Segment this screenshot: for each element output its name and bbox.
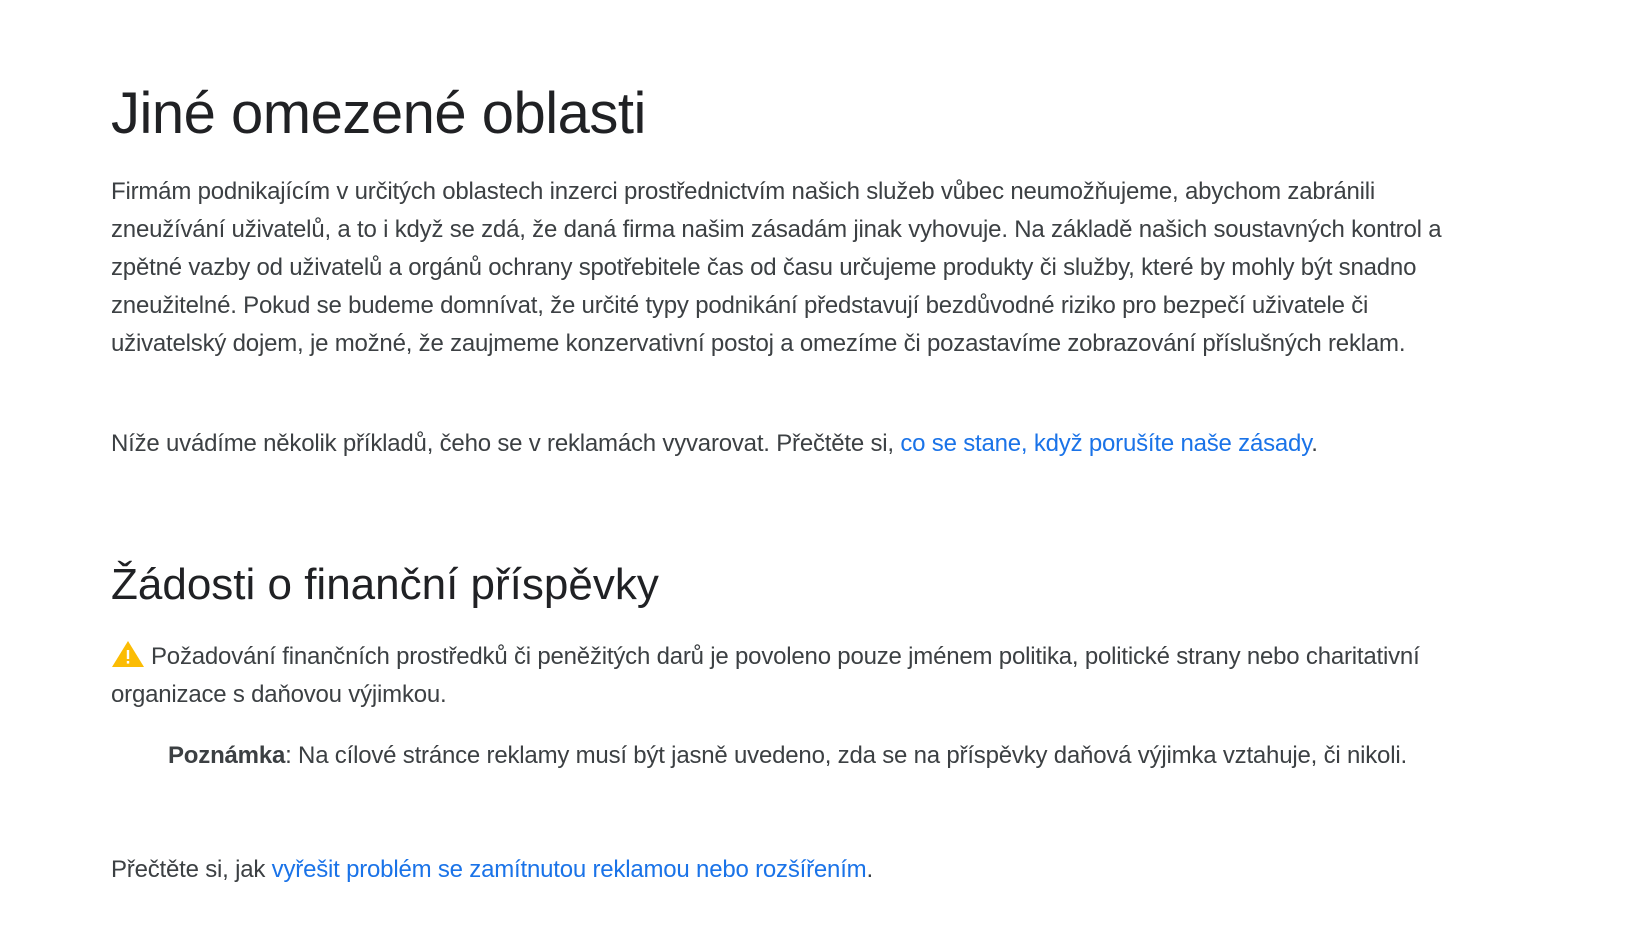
- examples-paragraph: [111, 425, 1456, 463]
- section-title-donations: Žádosti o finanční příspěvky: [111, 560, 659, 609]
- section-title-restricted-areas: Jiné omezené oblasti: [111, 81, 646, 146]
- disapproved-ad-paragraph: [111, 851, 1456, 889]
- examples-text: Níže uvádíme několik příkladů, čeho se v reklamách vyvarovat. Přečtěte si,: [111, 430, 901, 457]
- period: .: [1311, 430, 1318, 457]
- note-paragraph: [168, 737, 1458, 775]
- warning-triangle-icon: [111, 640, 145, 668]
- note-label: Poznámka: [168, 742, 286, 769]
- restricted-areas-paragraph: Firmám podnikajícím v určitých oblastech inzerci prostřednictvím našich služeb vůbec neumožňujeme, abychom zabránili zneužívání uživatelů, a to i když se zdá, že daná firma našim zásadám jinak vyhovuje. Na základě našich soustavných kontrol a zpětné vazby od uživatelů a orgánů ochrany spotřebitele čas od času určujeme produkty či služby, které by mohly být snadno zneužitelné. Pokud se budeme domnívat, že určité typy podnikání představují bezdůvodné riziko pro bezpečí uživatele či uživatelský dojem, je možné, že zaujmeme konzervativní postoj a omezíme či pozastavíme zobrazování příslušných reklam.: [111, 178, 1442, 357]
- read-text: Přečtěte si, jak: [111, 856, 272, 883]
- warning-paragraph: [111, 638, 1456, 714]
- period: .: [866, 856, 873, 883]
- note-text: : Na cílové stránce reklamy musí být jasně uvedeno, zda se na příspěvky daňová výjimka vztahuje, či nikoli.: [285, 742, 1407, 769]
- warning-text: Požadování finančních prostředků či peněžitých darů je povoleno pouze jménem politika, politické strany nebo charitativní organizace s daňovou výjimkou.: [111, 643, 1420, 708]
- fix-disapproved-ad-link[interactable]: vyřešit problém se zamítnutou reklamou nebo rozšířením: [271, 856, 867, 883]
- policy-violation-link[interactable]: co se stane, když porušíte naše zásady: [900, 430, 1312, 457]
